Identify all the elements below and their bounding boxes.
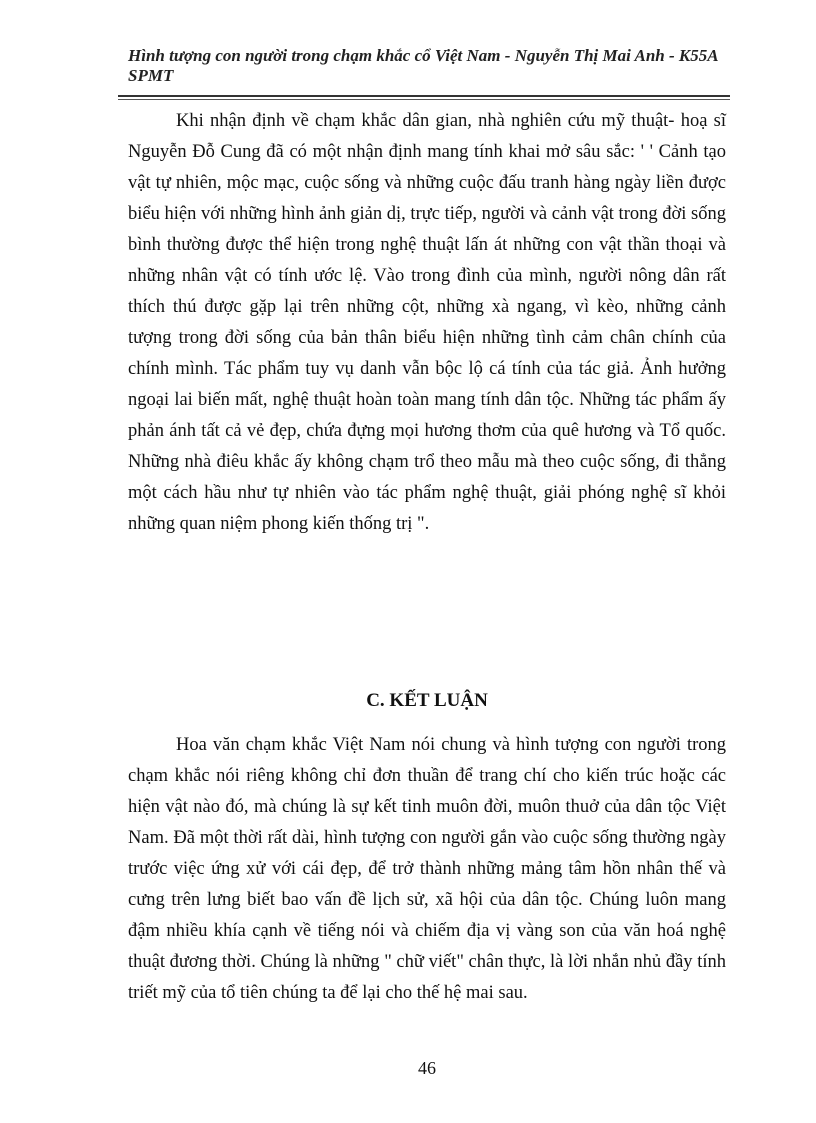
header-rule-secondary <box>118 99 730 100</box>
body-paragraph-2: Hoa văn chạm khắc Việt Nam nói chung và hình tượng con người trong chạm khắc nói riêng không chỉ đơn thuần để trang chí cho kiến trúc hoặc các hiện vật nào đó, mà chúng là sự kết tinh muôn đời, muôn thuở của dân tộc Việt Nam. Đã một thời rất dài, hình tượng con người gắn vào cuộc sống thường ngày trước việc ứng xử với cái đẹp, để trở thành những mảng tâm hồn nhân thế và cưng trên lưng biết bao vấn đề lịch sử, xã hội của dân tộc. Chúng luôn mang đậm nhiều khía cạnh về tiếng nói và chiếm địa vị vàng son của văn hoá nghệ thuật đương thời. Chúng là những " chữ viết" chân thực, là lời nhắn nhủ đầy tính triết mỹ của tổ tiên chúng ta để lại cho thế hệ mai sau. <box>128 735 726 1003</box>
section-title: C. KẾT LUẬN <box>366 690 488 711</box>
body-paragraph-1: Khi nhận định về chạm khắc dân gian, nhà nghiên cứu mỹ thuật- hoạ sĩ Nguyễn Đỗ Cung đã có một nhận định mang tính khai mở sâu sắc: ' ' Cảnh tạo vật tự nhiên, mộc mạc, cuộc sống và những cuộc đấu tranh hàng ngày liền được biểu hiện với những hình ảnh giản dị, trực tiếp, người và cảnh vật trong đời sống bình thường được thể hiện trong nghệ thuật lấn át những con vật thần thoại và những nhân vật có tính ước lệ. Vào trong đình của mình, người nông dân rất thích thú được gặp lại trên những cột, những xà ngang, vì kèo, những cảnh tượng trong đời sống của bản thân biểu hiện những tình cảm chân chính của chính mình. Tác phẩm tuy vụ danh vẫn bộc lộ cá tính của tác giả. Ảnh hưởng ngoại lai biến mất, nghệ thuật hoàn toàn mang tính dân tộc. Những tác phẩm ấy phản ánh tất cả vẻ đẹp, chứa đựng mọi hương thơm của quê hương và Tổ quốc. Những nhà điêu khắc ấy không chạm trổ theo mẫu mà theo cuộc sống, đi thẳng một cách hầu như tự nhiên vào tác phẩm nghệ thuật, giải phóng nghệ sĩ khỏi những quan niệm phong kiến thống trị ". <box>128 111 726 534</box>
header-rule <box>118 95 730 97</box>
running-header: Hình tượng con người trong chạm khắc cổ Việt Nam - Nguyễn Thị Mai Anh - K55A SPMT <box>128 46 718 85</box>
page-number: 46 <box>418 1058 436 1078</box>
